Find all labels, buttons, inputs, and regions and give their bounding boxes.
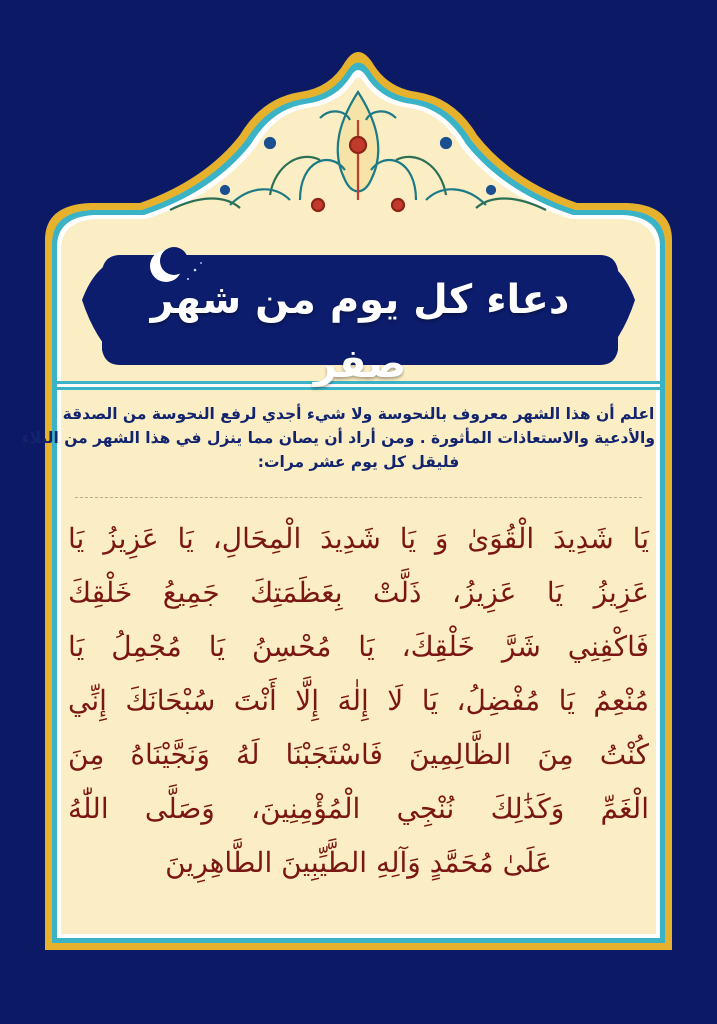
intro-line: فليقل كل يوم عشر مرات: — [257, 453, 460, 471]
intro-line: والأدعية والاستعاذات المأثورة . ومن أراد أن يصان مما ينزل في هذا الشهر من البلاء — [21, 429, 655, 447]
prayer-line: الْغَمِّ وَكَذَٰلِكَ نُنْجِي الْمُؤْمِنِينَ، وَصَلَّى اللّٰهُ — [68, 792, 649, 825]
prayer-line: عَلَىٰ مُحَمَّدٍ وَآلِهِ الطَّيِّبِينَ الطَّاهِرِينَ — [165, 846, 552, 879]
prayer-line: مُنْعِمُ يَا مُفْضِلُ، يَا لَا إِلٰهَ إِلَّا أَنْتَ سُبْحَانَكَ إِنِّي — [68, 684, 649, 717]
prayer-line: فَاكْفِنِي شَرَّ خَلْقِكَ، يَا مُحْسِنُ يَا مُجْمِلُ يَا — [68, 630, 649, 663]
prayer-text — [68, 512, 649, 890]
page-title: دعاء كل يوم من شهر صفر — [150, 277, 570, 387]
prayer-line: يَا شَدِيدَ الْقُوَىٰ وَ يَا شَدِيدَ الْمِحَالِ، يَا عَزِيزُ يَا — [68, 522, 649, 555]
intro-text — [21, 402, 655, 474]
intro-line: اعلم أن هذا الشهر معروف بالنحوسة ولا شيء أجدي لرفع النحوسة من الصدقة — [62, 405, 655, 423]
prayer-line: عَزِيزُ يَا عَزِيزُ، ذَلَّتْ بِعَظَمَتِكَ جَمِيعُ خَلْقِكَ — [68, 576, 649, 609]
prayer-line: كُنْتُ مِنَ الظَّالِمِينَ فَاسْتَجَبْنَا لَهُ وَنَجَّيْنَاهُ مِنَ — [68, 738, 649, 771]
dashed-divider — [75, 497, 642, 498]
